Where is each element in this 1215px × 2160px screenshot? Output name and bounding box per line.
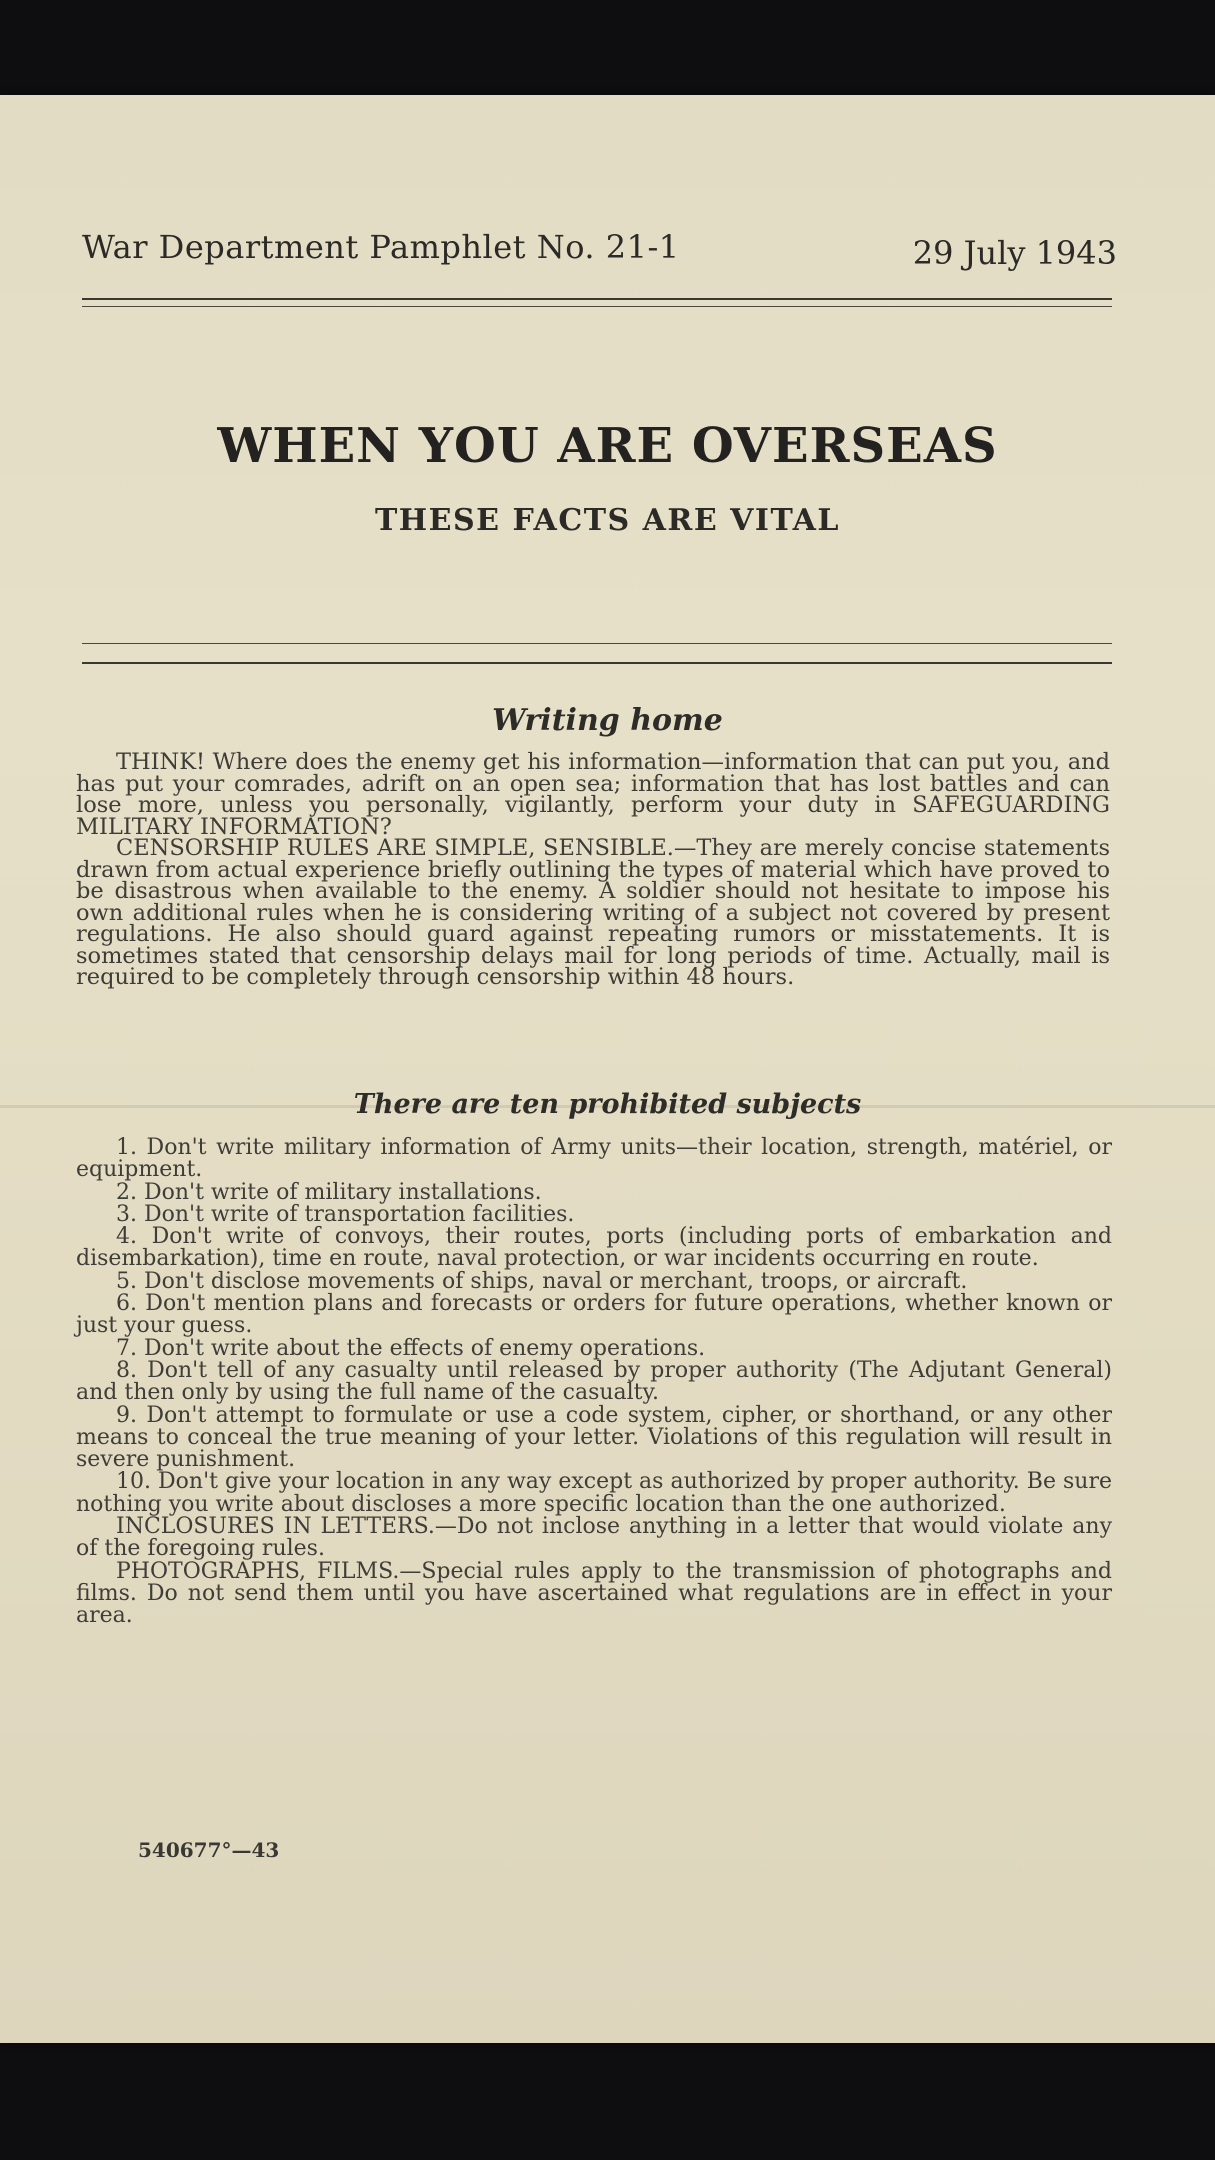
- list-item: 1. Don't write military information of Army units—their location, strength, matériel, or equipment.: [76, 1135, 1112, 1183]
- list-item: 9. Don't attempt to formulate or use a code system, cipher, or shorthand, or any other means to conceal the true meaning of your letter. Violations of this regulation will result in severe punishment.: [76, 1402, 1112, 1473]
- list-item: 5. Don't disclose movements of ships, naval or merchant, troops, or aircraft.: [116, 1268, 968, 1294]
- writing-home-heading: Writing home: [492, 703, 723, 738]
- prohibited-heading: There are ten prohibited subjects: [353, 1089, 862, 1120]
- list-item: 6. Don't mention plans and forecasts or orders for future operations, whether known or just your guess.: [76, 1291, 1112, 1339]
- censorship-paragraph: CENSORSHIP RULES ARE SIMPLE, SENSIBLE.—They are merely concise statements drawn from actual experience briefly outlining the types of material which have proved to be disastrous when available to the enemy. A soldier should not hesitate to impose his own additional rules when he is considering writing of a subject not covered by present regulations. He also should guard against repeating rumors or misstatements. It is sometimes stated that censorship delays mail for long periods of time. Actually, mail is required to be completely through censorship within 48 hours.: [76, 835, 1110, 990]
- section-rule-top: [82, 643, 1112, 644]
- pamphlet-page: [0, 95, 1215, 2043]
- prohibited-subjects-list: [76, 1137, 1112, 1628]
- print-code: 540677°—43: [138, 1838, 280, 1862]
- page-title: WHEN YOU ARE OVERSEAS: [217, 418, 998, 474]
- page-subtitle: THESE FACTS ARE VITAL: [374, 503, 841, 538]
- list-item: 4. Don't write of convoys, their routes, ports (including ports of embarkation and disembarkation), time en route, naval protection, or war incidents occurring en route.: [76, 1224, 1112, 1272]
- list-item: 3. Don't write of transportation facilities.: [116, 1201, 575, 1227]
- header-rule-bottom: [82, 306, 1112, 307]
- inclosures-paragraph: INCLOSURES IN LETTERS.—Do not inclose anything in a letter that would violate any of the foregoing rules.: [76, 1514, 1112, 1562]
- pamphlet-date: 29 July 1943: [912, 234, 1117, 272]
- photographs-paragraph: PHOTOGRAPHS, FILMS.—Special rules apply to the transmission of photographs and films. Do not send them until you have ascertained what regulations are in effect in your area.: [76, 1558, 1112, 1629]
- pamphlet-header: [82, 228, 1117, 276]
- think-paragraph: THINK! Where does the enemy get his information—information that can put you, and has put your comrades, adrift on an open sea; information that has lost battles and can lose more, unless you personally, vigilantly, perform your duty in SAFEGUARDING MILITARY INFORMATION?: [76, 749, 1110, 840]
- header-rule-top: [82, 298, 1112, 300]
- pamphlet-number: War Department Pamphlet No. 21-1: [82, 228, 680, 266]
- list-item: 10. Don't give your location in any way except as authorized by proper authority. Be sure nothing you write about discloses a more specific location than the one authorized.: [76, 1469, 1112, 1517]
- section-rule-bottom: [82, 662, 1112, 664]
- list-item: 7. Don't write about the effects of enemy operations.: [116, 1335, 706, 1361]
- list-item: 2. Don't write of military installations.: [116, 1179, 542, 1205]
- writing-home-body: [76, 749, 1110, 990]
- list-item: 8. Don't tell of any casualty until released by proper authority (The Adjutant General) and then only by using the full name of the casualty.: [76, 1357, 1112, 1406]
